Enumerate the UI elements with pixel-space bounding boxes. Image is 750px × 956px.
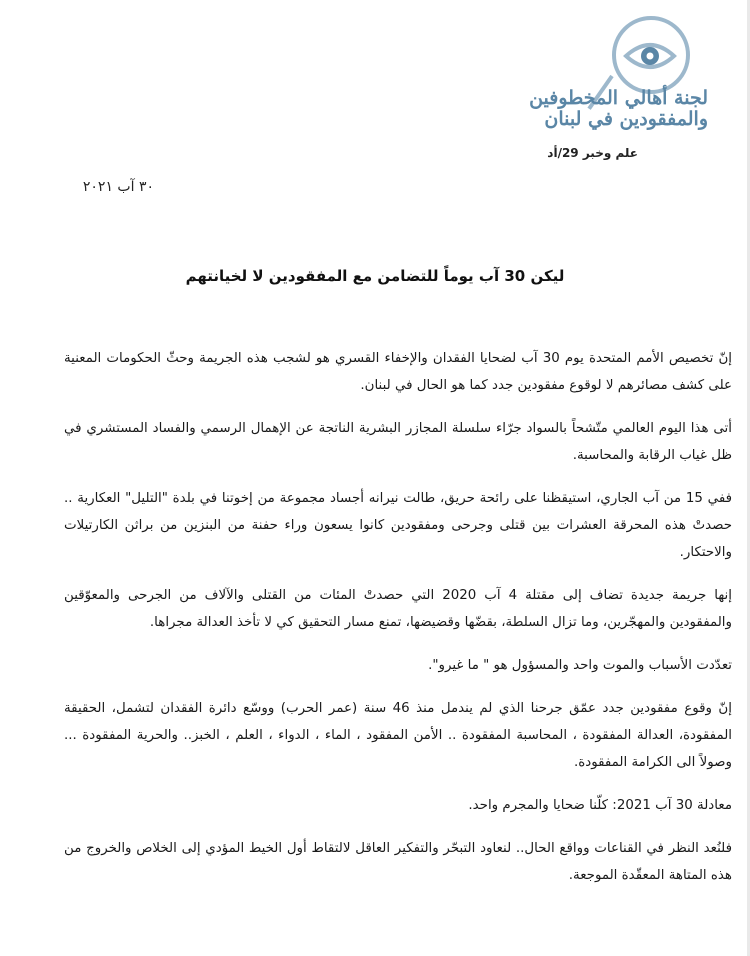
logo-line-1: لجنة أهالي المخطوفين [529,87,708,109]
paragraph-6: إنّ وقوع مفقودين جدد عمّق جرحنا الذي لم يندمل منذ 46 سنة (عمر الحرب) ووسّع دائرة الفقدان لتشمل، الحقيقة المفقودة، العدالة المفقودة ، المحاسبة المفقودة .. الأمن المفقود ، الماء ، الدواء ، العلم ، الخبز.. والحرية المفقودة ... وصولاً الى الكرامة المفقودة. [64,701,732,770]
paragraph-5: تعدّدت الأسباب والموت واحد والمسؤول هو " ما غيرو". [428,658,732,673]
document-title: ليكن 30 آب يوماً للتضامن مع المفقودين لا لخيانتهم [185,267,565,285]
logo-text [518,88,708,130]
document-body [64,345,732,905]
document-date: ٣٠ آب ٢٠٢١ [82,179,154,195]
paragraph-2: أتى هذا اليوم العالمي متّشحاً بالسواد جرّاء سلسلة المجازر البشرية الناتجة عن الإهمال الرسمي والفساد المستشري في ظل غياب الرقابة والمحاسبة. [64,421,732,463]
paragraph-7: معادلة 30 آب 2021: كلّنا ضحايا والمجرم واحد. [468,798,732,813]
committee-logo [524,14,714,134]
paragraph-8: فلنُعد النظر في القناعات وواقع الحال.. لنعاود التبحّر والتفكير العاقل لالتقاط أول الخيط المؤدي إلى الخلاص والخروج من هذه المتاهة المعقّدة الموجعة. [64,841,732,883]
eye-icon [622,36,678,76]
paragraph-1: إنّ تخصيص الأمم المتحدة يوم 30 آب لضحايا الفقدان والإخفاء القسري هو لشجب هذه الجريمة وحثّ الحكومات المعنية على كشف مصائرهم لا لوقوع مفقودين جدد كما هو الحال في لبنان. [64,351,732,393]
paragraph-4: إنها جريمة جديدة تضاف إلى مقتلة 4 آب 2020 التي حصدتْ المئات من القتلى والآلاف من الجرحى والمعوّقين والمفقودين والمهجّرين، وما تزال السلطة، بقضّها وقضيضها، تمنع مسار التحقيق كي لا تأخذ العدالة مجراها. [64,588,732,630]
registration-reference: علم وخبر 29/أد [547,146,638,160]
paragraph-3: ففي 15 من آب الجاري، استيقظنا على رائحة حريق، طالت نيرانه أجساد مجموعة من إخوتنا في بلدة "التليل" العكارية .. حصدتْ هذه المحرقة العشرات بين قتلى وجرحى ومفقودين كانوا يسعون وراء حفنة من البنزين من براثن الكارتيلات والاحتكار. [64,491,732,560]
logo-line-2: والمفقودين في لبنان [544,108,708,130]
